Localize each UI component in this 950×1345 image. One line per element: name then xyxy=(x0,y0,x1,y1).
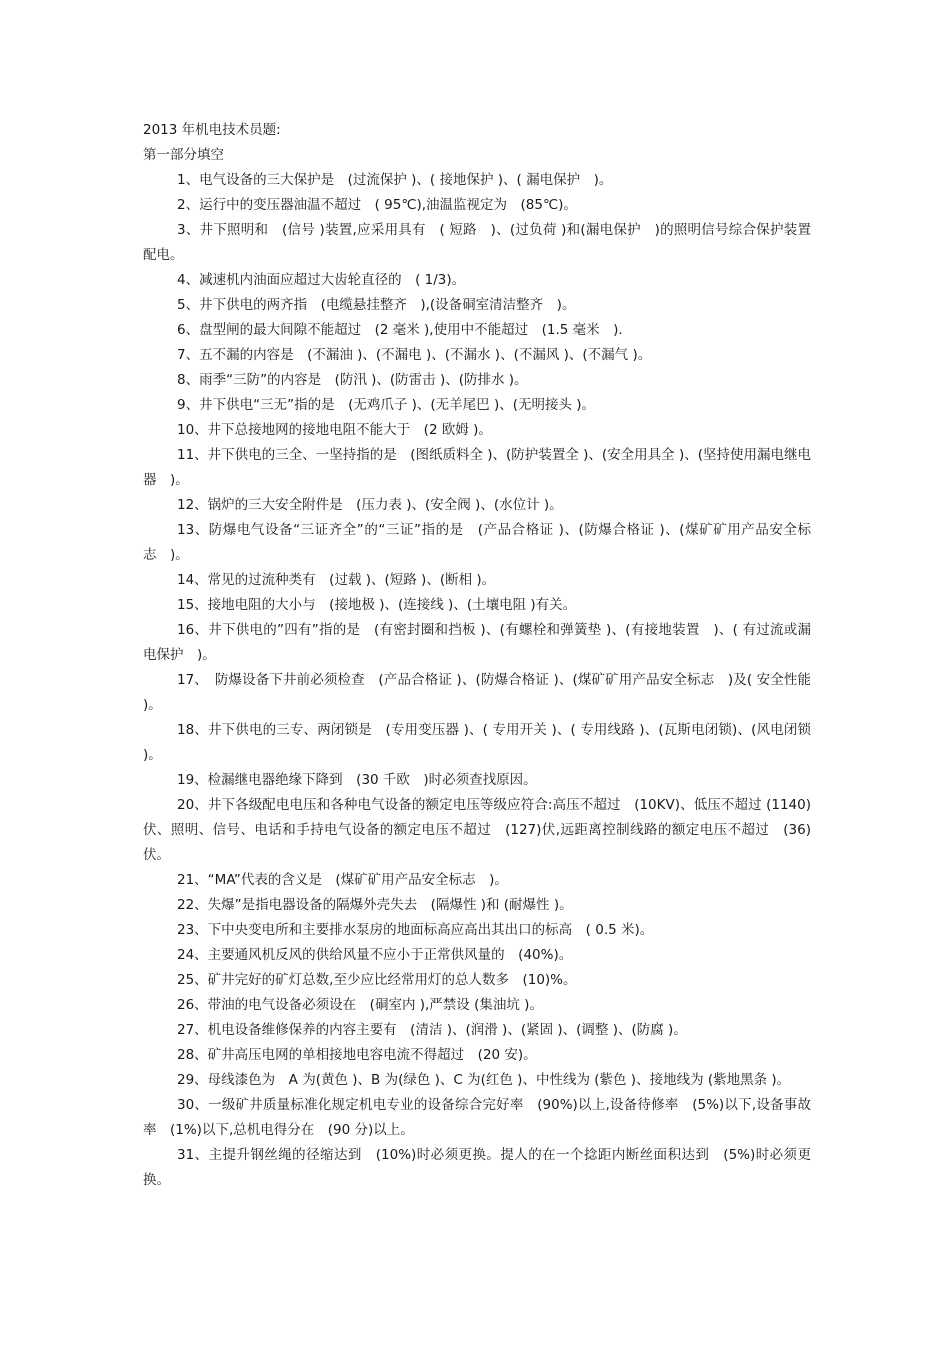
question-item: 4、减速机内油面应超过大齿轮直径的 ( 1/3)。 xyxy=(177,272,466,288)
question-item: 12、锅炉的三大安全附件是 (压力表 )、(安全阀 )、(水位计 )。 xyxy=(177,497,563,513)
question-item: 28、矿井高压电网的单相接地电容电流不得超过 (20 安)。 xyxy=(177,1047,537,1063)
question-item: 2、运行中的变压器油温不超过 ( 95℃),油温监视定为 (85℃)。 xyxy=(177,197,577,213)
question-item: 16、井下供电的”四有”指的是 (有密封圈和挡板 )、(有螺栓和弹簧垫 )、(有接地装置 )、( 有过流或漏电保护 )。 xyxy=(143,622,811,663)
section-heading: 第一部分填空 xyxy=(143,147,224,163)
question-item: 1、电气设备的三大保护是 (过流保护 )、( 接地保护 )、( 漏电保护 )。 xyxy=(177,172,613,188)
question-item: 24、主要通风机反风的供给风量不应小于正常供风量的 (40%)。 xyxy=(177,947,573,963)
question-item: 8、雨季“三防”的内容是 (防汛 )、(防雷击 )、(防排水 )。 xyxy=(177,372,528,388)
question-item: 29、母线漆色为 A 为(黄色 )、B 为(绿色 )、C 为(红色 )、中性线为 (紫色 )、接地线为 (紫地黑条 )。 xyxy=(177,1072,791,1088)
question-item: 9、井下供电“三无”指的是 (无鸡爪子 )、(无羊尾巴 )、(无明接头 )。 xyxy=(177,397,596,413)
question-item: 5、井下供电的两齐指 (电缆悬挂整齐 ),(设备硐室清洁整齐 )。 xyxy=(177,297,576,313)
question-item: 13、防爆电气设备“三证齐全”的“三证”指的是 (产品合格证 )、(防爆合格证 )、(煤矿矿用产品安全标志 )。 xyxy=(143,522,811,563)
question-item: 22、失爆”是指电器设备的隔爆外壳失去 (隔爆性 )和 (耐爆性 )。 xyxy=(177,897,573,913)
question-item: 6、盘型闸的最大间隙不能超过 (2 毫米 ),使用中不能超过 (1.5 毫米 ). xyxy=(177,322,623,338)
question-item: 30、一级矿井质量标准化规定机电专业的设备综合完好率 (90%)以上,设备待修率 (5%)以下,设备事故率 (1%)以下,总机电得分在 (90 分)以上。 xyxy=(143,1097,811,1138)
question-item: 26、带油的电气设备必须设在 (硐室内 ),严禁设 (集油坑 )。 xyxy=(177,997,543,1013)
question-item: 11、井下供电的三全、一坚持指的是 (图纸质料全 )、(防护装置全 )、(安全用具全 )、(坚持使用漏电继电器 )。 xyxy=(143,447,811,488)
question-item: 7、五不漏的内容是 (不漏油 )、(不漏电 )、(不漏水 )、(不漏风 )、(不漏气 )。 xyxy=(177,347,652,363)
question-item: 21、“MA”代表的含义是 (煤矿矿用产品安全标志 )。 xyxy=(177,872,508,888)
question-list xyxy=(143,168,811,1193)
question-item: 14、常见的过流种类有 (过载 )、(短路 )、(断相 )。 xyxy=(177,572,496,588)
question-item: 27、机电设备维修保养的内容主要有 (清洁 )、(润滑 )、(紧固 )、(调整 )、(防腐 )。 xyxy=(177,1022,687,1038)
question-item: 3、井下照明和 (信号 )装置,应采用具有 ( 短路 )、(过负荷 )和(漏电保护 )的照明信号综合保护装置配电。 xyxy=(143,222,811,263)
question-item: 15、接地电阻的大小与 (接地极 )、(连接线 )、(土壤电阻 )有关。 xyxy=(177,597,577,613)
document-body xyxy=(143,118,811,1193)
question-item: 18、井下供电的三专、两闭锁是 (专用变压器 )、( 专用开关 )、( 专用线路 )、(瓦斯电闭锁)、(风电闭锁 )。 xyxy=(143,722,811,763)
question-item: 20、井下各级配电电压和各种电气设备的额定电压等级应符合:高压不超过 (10KV)、低压不超过 (1140)伏、照明、信号、电话和手持电气设备的额定电压不超过 (127)伏,远距离控制线路的额定电压不超过 (36)伏。 xyxy=(143,797,811,863)
question-item: 19、检漏继电器绝缘下降到 (30 千欧 )时必须查找原因。 xyxy=(177,772,537,788)
question-item: 25、矿井完好的矿灯总数,至少应比经常用灯的总人数多 (10)%。 xyxy=(177,972,577,988)
question-item: 31、主提升钢丝绳的径缩达到 (10%)时必须更换。提人的在一个捻距内断丝面积达到 (5%)时必须更换。 xyxy=(143,1147,811,1188)
question-item: 17、 防爆设备下井前必须检查 (产品合格证 )、(防爆合格证 )、(煤矿矿用产品安全标志 )及( 安全性能 )。 xyxy=(143,672,811,713)
question-item: 10、井下总接地网的接地电阻不能大于 (2 欧姆 )。 xyxy=(177,422,492,438)
question-item: 23、下中央变电所和主要排水泵房的地面标高应高出其出口的标高 ( 0.5 米)。 xyxy=(177,922,654,938)
document-title: 2013 年机电技术员题: xyxy=(143,122,281,138)
